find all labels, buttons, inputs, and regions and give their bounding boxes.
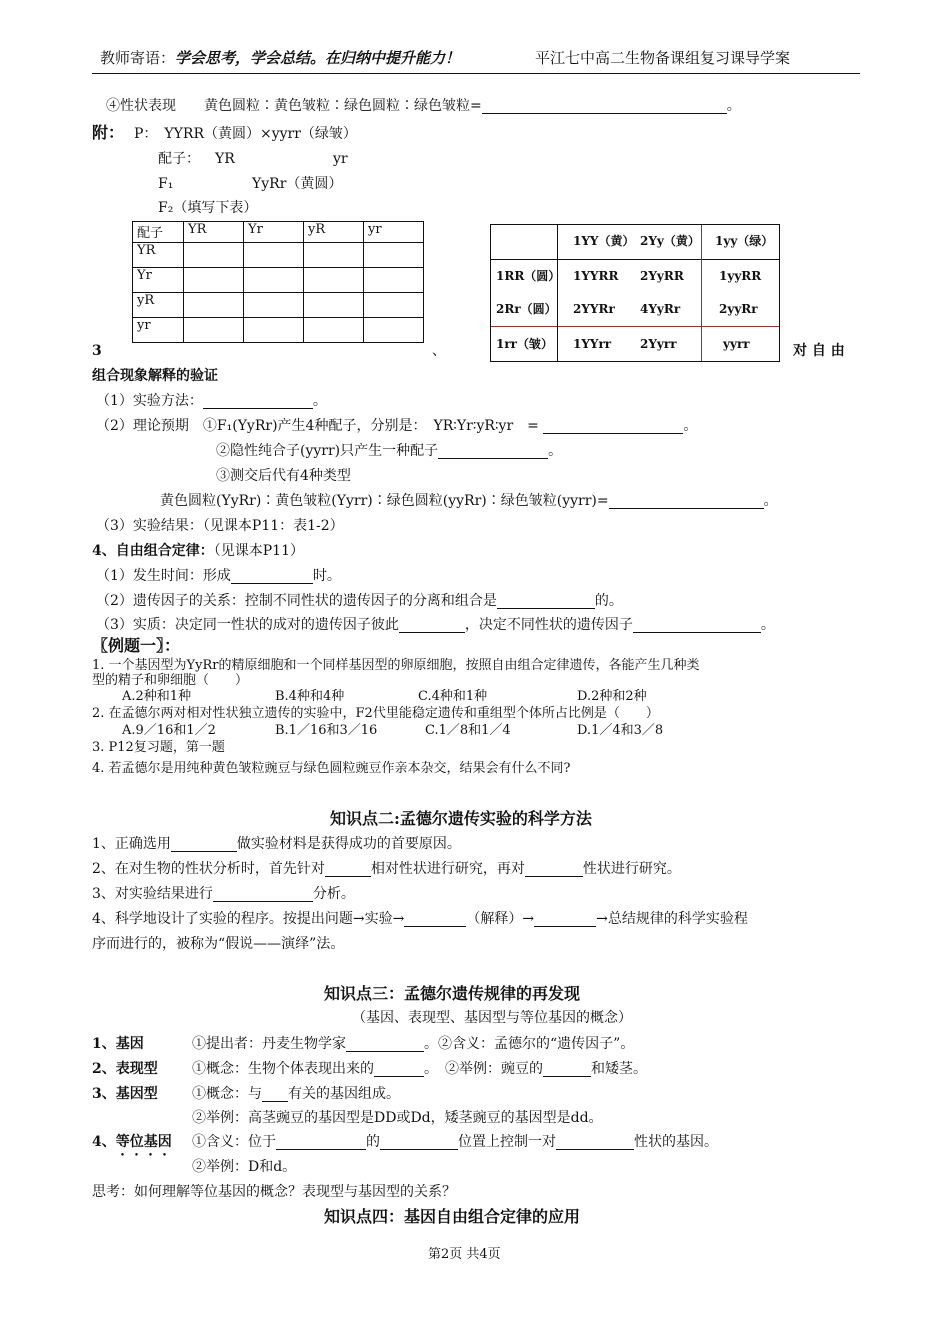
genotype-cell: 1yyRR [719,269,762,283]
cell[interactable] [244,293,304,318]
table-row [133,268,424,293]
g2-label: 2、表现型 [92,1061,158,1077]
p-line: P： YYRR（黄圆）×yyrr（绿皱） [134,126,357,142]
genotype-cell: 2YyRR [640,269,684,283]
punnett-table [132,221,424,343]
q1-line-a: 1. 一个基因型为YyRr的精原细胞和一个同样基因型的卵原细胞，按照自由组合定律遗传，各能产生几种类 [92,658,700,673]
law-title-note: （见课本P11） [213,543,304,559]
header-motto: 学会思考，学会总结。在归纳中提升能力！ [175,49,461,67]
table-row [133,293,424,318]
k2-2-line [92,861,681,877]
cell[interactable] [184,293,244,318]
f1-label: F₁ [158,176,174,192]
blank[interactable] [543,419,683,434]
col-header: 1YY（黄） [573,234,635,248]
k2-1-text: 1、正确选用 [92,836,171,852]
cell[interactable] [184,318,244,343]
blank[interactable] [171,837,237,852]
g1-line [192,1036,634,1052]
g4-label-num: 4、 [92,1134,116,1150]
phenotype-line [106,98,741,114]
gamete-1: YR [215,151,235,167]
gamete-label: 配子： [158,151,200,167]
k2-1-line [92,836,461,852]
header-cell: Yr [244,222,304,243]
q2-option: C.1／8和1／4 [425,723,511,738]
k2-4b-line: 序而进行的，被称为“假说——演绎”法。 [92,936,345,952]
k2-3-line [92,886,355,902]
g2-text3: 和矮茎。 [591,1061,647,1077]
genotype-cell: 2yyRr [719,302,758,316]
k2-3-end: 分析。 [312,886,355,902]
header-divider [92,73,860,74]
g4-label-text: 等位基因 [115,1134,172,1150]
section-title-3-end: 对 自 由 [793,343,845,359]
blank[interactable] [497,594,595,609]
table-row [133,243,424,268]
blank[interactable] [609,494,764,509]
q2-option: D.1／4和3／8 [577,723,664,738]
q2-line: 2. 在孟德尔两对相对性状独立遗传的实验中，F2代里能稳定遗传和重组型个体所占比例是（ ） [92,706,659,721]
g4-text3: 位置上控制一对 [458,1134,556,1150]
q2-option: B.1／16和3／16 [275,723,378,738]
header-cell: yR [304,222,364,243]
law3-mid: ，决定不同性状的遗传因子 [464,617,633,633]
k2-2-text: 2、在对生物的性状分析时，首先针对 [92,861,325,877]
blank[interactable] [325,862,371,877]
comma: 、 [432,343,446,359]
k2-title: 知识点二:孟德尔遗传实验的科学方法 [330,809,592,828]
cell[interactable] [184,268,244,293]
header-prefix: 教师寄语： [100,49,176,67]
g2-text2: 。 ②举例：豌豆的 [424,1061,543,1077]
blank[interactable] [346,1037,424,1052]
s2-text: （2）理论预期 ①F₁(YyRr)产生4种配子，分别是： YR∶Yr∶yR∶yr = [96,418,539,434]
s2b-text: ②隐性纯合子(yyrr)只产生一种配子 [216,443,439,459]
g4-text4: 性状的基因。 [634,1134,718,1150]
phenotype-text: ④性状表现 黄色圆粒∶黄色皱粒∶绿色圆粒∶绿色皱粒= [106,98,482,114]
g3-text: ①概念：与 [192,1086,262,1102]
cell[interactable] [244,243,304,268]
header-cell: yr [364,222,424,243]
s2c-line: ③测交后代有4种类型 [216,468,351,484]
k2-4-line [92,911,748,927]
g3-text2: 有关的基因组成。 [288,1086,400,1102]
s2d-text: 黄色圆粒(YyRr)∶黄色皱粒(Yyrr)∶绿色圆粒(yyRr)∶绿色皱粒(yyrr)= [160,493,609,509]
law1-line [96,568,341,584]
k3-subtitle: （基因、表现型、基因型与等位基因的概念） [352,1010,632,1026]
cell[interactable] [244,268,304,293]
q4-line: 4. 若孟德尔是用纯种黄色皱粒豌豆与绿色圆粒豌豆作亲本杂交，结果会有什么不同? [92,761,571,776]
g3b-line: ②举例：高茎豌豆的基因型是DD或Dd，矮茎豌豆的基因型是dd。 [192,1110,603,1126]
genotype-cell: 1YYrr [573,337,612,351]
k4-title: 知识点四：基因自由组合定律的应用 [324,1207,581,1226]
col-header: 2Yy（黄） [640,234,700,248]
page-header [100,50,460,67]
cell[interactable] [304,268,364,293]
s2d-line [160,493,778,509]
q3-line: 3. P12复习题，第一题 [92,740,225,755]
k2-3-text: 3、对实验结果进行 [92,886,213,902]
g4-text2: 的 [366,1134,380,1150]
q2-option: A.9／16和1／2 [122,723,216,738]
row-label: YR [133,243,184,268]
k2-4-end: →总结规律的科学实验程 [596,911,748,927]
blank[interactable] [543,1062,591,1077]
row-label: yR [133,293,184,318]
row-label: Yr [133,268,184,293]
blank[interactable] [525,862,583,877]
genotype-cell: yyrr [723,337,750,351]
blank[interactable] [633,618,761,633]
row-header: 2Rr（圆） [496,302,557,316]
header-cell: YR [184,222,244,243]
law3-text: （3）实质：决定同一性状的成对的遗传因子彼此 [96,617,399,633]
blank[interactable] [556,1135,634,1150]
cell[interactable] [244,318,304,343]
law1-end: 时。 [312,568,341,584]
genotype-cell: 4YyRr [640,302,681,316]
s2-line [96,418,697,434]
blank[interactable] [213,887,313,902]
law1-text: （1）发生时间：形成 [96,568,231,584]
g1-label: 1、基因 [92,1036,144,1052]
row-header: 1rr（皱） [496,337,553,351]
k3-title: 知识点三：孟德尔遗传规律的再发现 [324,984,581,1003]
blank[interactable] [482,99,727,114]
blank[interactable] [438,444,548,459]
g3-line [192,1086,400,1102]
col-header: 1yy（绿） [715,234,774,248]
s1-line [96,393,327,409]
law-title-text: 4、自由组合定律： [92,543,214,559]
blank[interactable] [404,912,466,927]
blank[interactable] [276,1135,366,1150]
blank[interactable] [399,618,465,633]
law-title [92,543,304,559]
phenotype-end: 。 [726,98,741,114]
genotype-cell: 1YYRR [573,269,619,283]
blank[interactable] [374,1062,424,1077]
k2-4-mid: （解释）→ [466,911,535,927]
g4-label [92,1134,172,1159]
g1-text2: 。②含义：孟德尔的“遗传因子”。 [424,1036,635,1052]
blank[interactable] [231,569,313,584]
q1-option: D.2种和2种 [577,689,647,704]
q1-option: B.4种和4种 [275,689,345,704]
header-cell: 配子 [133,222,184,243]
example-title: 〖例题一〗： [92,636,181,655]
f2-label: F₂（填写下表） [158,200,258,216]
s2b-line [216,443,562,459]
law3-end: 。 [760,617,775,633]
s2b-end: 。 [548,443,563,459]
blank[interactable] [534,912,596,927]
blank[interactable] [203,394,313,409]
section-number-3: 3 [92,343,102,359]
k2-2-end: 性状进行研究。 [582,861,681,877]
s3-line: （3）实验结果：（见课本P11：表1-2） [96,518,344,534]
header-right: 平江七中高二生物备课组复习课导学案 [535,49,791,67]
gamete-2: yr [333,151,348,167]
table-header-row [133,222,424,243]
cell[interactable] [364,243,424,268]
law2-end: 的。 [594,593,623,609]
f1-value: YyRr（黄圆） [252,176,343,192]
cell[interactable] [364,293,424,318]
cell[interactable] [184,243,244,268]
cell[interactable] [304,243,364,268]
g2-line [192,1061,647,1077]
section-title-3-cont: 组合现象解释的验证 [92,368,218,384]
genotype-cell: 2YYRr [573,302,615,316]
k2-2-mid: 相对性状进行研究，再对 [370,861,525,877]
blank[interactable] [380,1135,458,1150]
row-header: 1RR（圆） [496,269,561,283]
q1-line-b: 型的精子和卵细胞（ ） [92,673,249,688]
g4-text: ①含义：位于 [192,1134,276,1150]
s1-text: （1）实验方法： [96,393,203,409]
law2-text: （2）遗传因子的关系：控制不同性状的遗传因子的分离和组合是 [96,593,497,609]
cell[interactable] [364,318,424,343]
q1-option: A.2种和1种 [122,689,192,704]
law3-line [96,617,775,633]
g2-text: ①概念：生物个体表现出来的 [192,1061,374,1077]
genotype-cell: 2Yyrr [640,337,677,351]
law2-line [96,593,623,609]
k2-4-text: 4、科学地设计了实验的程序。按提出问题→实验→ [92,911,405,927]
g4-line [192,1134,718,1150]
think-line: 思考：如何理解等位基因的概念？表现型与基因型的关系？ [92,1184,456,1200]
genotype-table [490,224,780,362]
g3-label: 3、基因型 [92,1086,158,1102]
fu-label: 附： [92,123,125,142]
q1-option: C.4种和1种 [418,689,488,704]
s1-end: 。 [312,393,327,409]
s2d-end: 。 [763,493,778,509]
table-row [133,318,424,343]
cell[interactable] [304,318,364,343]
page-footer: 第2页 共4页 [428,1247,501,1262]
g4b-line: ②举例：D和d。 [192,1159,297,1175]
g1-text: ①提出者：丹麦生物学家 [192,1036,346,1052]
k2-1-end: 做实验材料是获得成功的首要原因。 [236,836,461,852]
blank[interactable] [262,1087,288,1102]
s2-end: 。 [683,418,698,434]
cell[interactable] [364,268,424,293]
cell[interactable] [304,293,364,318]
row-label: yr [133,318,184,343]
